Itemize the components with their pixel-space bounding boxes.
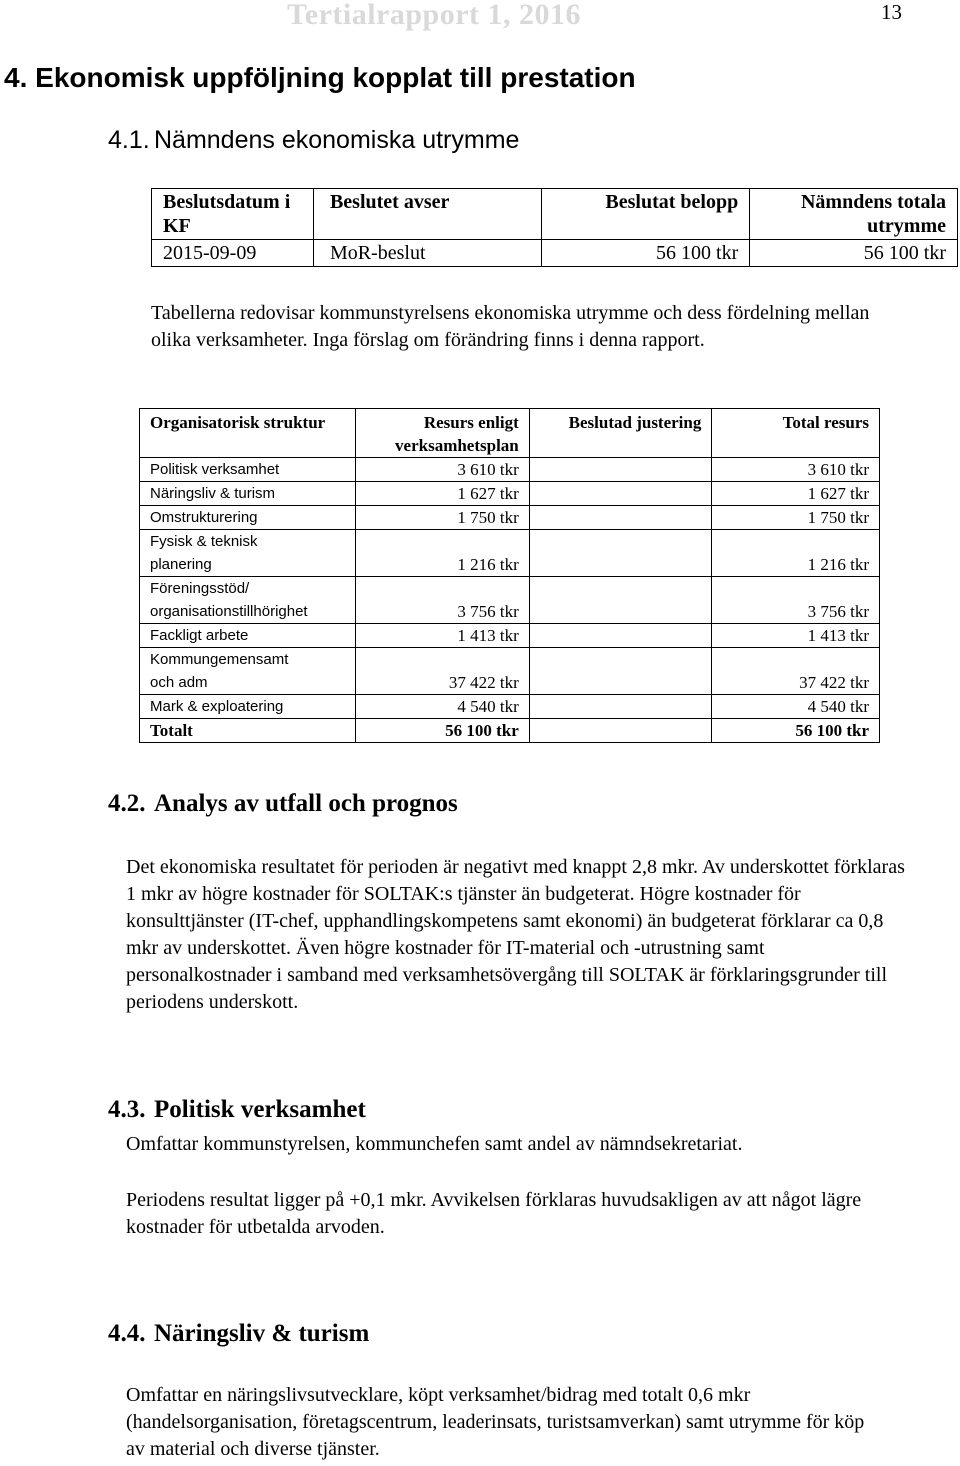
row-label: Näringsliv & turism: [140, 482, 356, 506]
total-label: Totalt: [140, 719, 356, 743]
page-number: 13: [881, 0, 902, 24]
header-cell: Beslutsdatum i KF: [152, 189, 314, 240]
table-cell: 1 627 tkr: [355, 482, 529, 506]
table-cell: 4 540 tkr: [355, 695, 529, 719]
header-cell: Beslutet avser: [313, 189, 541, 240]
table-cell: [529, 530, 712, 577]
table-row: [140, 577, 880, 624]
section-number: 4.1.: [108, 126, 150, 154]
table-cell: 1 750 tkr: [712, 506, 880, 530]
section-number: 4.3.: [108, 1096, 146, 1123]
table-cell: 37 422 tkr: [355, 648, 529, 695]
table-row: [140, 458, 880, 482]
table-cell: 3 610 tkr: [712, 458, 880, 482]
table-cell: 3 756 tkr: [712, 577, 880, 624]
table-header-row: [152, 189, 958, 240]
table-row: [140, 648, 880, 695]
table-cell: 3 610 tkr: [355, 458, 529, 482]
table-row: [140, 506, 880, 530]
table-cell: 37 422 tkr: [712, 648, 880, 695]
row-label: Föreningsstöd/ organisationstillhörighet: [140, 577, 356, 624]
header-cell: Organisatorisk struktur: [140, 409, 356, 458]
politics-paragraph-2: Periodens resultat ligger på +0,1 mkr. Avvikelsen förklaras huvudsakligen av att något lägre kostnader för utbetalda arvoden.: [126, 1189, 862, 1238]
table-cell: [529, 695, 712, 719]
table-cell: [529, 506, 712, 530]
table-cell: 1 216 tkr: [712, 530, 880, 577]
table-cell: 3 756 tkr: [355, 577, 529, 624]
section-number: 4.4.: [108, 1320, 146, 1347]
report-header-title: Tertialrapport 1, 2016: [287, 0, 582, 31]
budget-paragraph: Tabellerna redovisar kommunstyrelsens ekonomiska utrymme och dess fördelning mellan olika verksamheter. Inga förslag om förändring finns i denna rapport.: [151, 302, 870, 351]
table-row: [140, 530, 880, 577]
table-row: [140, 624, 880, 648]
table-cell: [529, 624, 712, 648]
table-cell: 56 100 tkr: [541, 240, 750, 267]
row-label: Politisk verksamhet: [140, 458, 356, 482]
section-title: Ekonomisk uppföljning kopplat till prestation: [35, 62, 636, 93]
table-cell: 56 100 tkr: [355, 719, 529, 743]
header-cell: Total resurs: [712, 409, 880, 458]
table-cell: 1 216 tkr: [355, 530, 529, 577]
table-row: [140, 695, 880, 719]
table-total-row: [140, 719, 880, 743]
table-cell: 4 540 tkr: [712, 695, 880, 719]
politics-paragraph-1: Omfattar kommunstyrelsen, kommunchefen samt andel av nämndsekretariat.: [126, 1133, 743, 1155]
table-cell: MoR-beslut: [313, 240, 541, 267]
table-cell: [529, 577, 712, 624]
table-cell: 2015-09-09: [152, 240, 314, 267]
table-cell: [529, 648, 712, 695]
section-4-3-heading: [108, 1096, 366, 1124]
row-label: Fysisk & teknisk planering: [140, 530, 356, 577]
analysis-paragraph: Det ekonomiska resultatet för perioden är negativt med knappt 2,8 mkr. Av underskottet förklaras 1 mkr av högre kostnader för SOLTAK:s tjänster än budgeterat. Högre kostnader för konsulttjänster (IT-chef, upphandlingskompetens samt ekonomi) än budgeterat förklarar ca 0,8 mkr av underskottet. Även högre kostnader för IT-material och -utrustning samt personalkostnader i samband med verksamhetsövergång till SOLTAK är förklaringsgrunder till periodens underskott.: [126, 856, 905, 1013]
section-4-1-heading: [108, 126, 519, 155]
section-number: 4.2.: [108, 790, 146, 817]
header-cell: Beslutad justering: [529, 409, 712, 458]
section-number: 4.: [4, 62, 28, 93]
table-cell: 1 413 tkr: [355, 624, 529, 648]
section-4-2-heading: [108, 790, 458, 818]
table-row: [140, 482, 880, 506]
budget-decision-table: [151, 188, 958, 267]
table-cell: 1 413 tkr: [712, 624, 880, 648]
section-4-heading: [4, 62, 636, 94]
section-4-4-heading: [108, 1320, 369, 1348]
table-cell: [529, 458, 712, 482]
table-header-row: [140, 409, 880, 458]
section-title: Nämndens ekonomiska utrymme: [154, 126, 520, 154]
header-cell: Beslutat belopp: [541, 189, 750, 240]
header-cell: Resurs enligt verksamhetsplan: [355, 409, 529, 458]
table-row: [152, 240, 958, 267]
section-title: Politisk verksamhet: [154, 1096, 366, 1123]
table-cell: [529, 482, 712, 506]
row-label: Omstrukturering: [140, 506, 356, 530]
table-cell: 1 750 tkr: [355, 506, 529, 530]
organisation-resource-table: [139, 408, 880, 743]
section-title: Analys av utfall och prognos: [154, 790, 458, 817]
table-cell: 1 627 tkr: [712, 482, 880, 506]
row-label: Kommungemensamt och adm: [140, 648, 356, 695]
header-cell: Nämndens totala utrymme: [750, 189, 958, 240]
table-cell: 56 100 tkr: [712, 719, 880, 743]
row-label: Mark & exploatering: [140, 695, 356, 719]
business-paragraph: Omfattar en näringslivsutvecklare, köpt verksamhet/bidrag med totalt 0,6 mkr (handelsorganisation, företagscentrum, leaderinsats, turistsamverkan) samt utrymme för köp av material och diverse tjänster.: [126, 1384, 865, 1460]
row-label: Fackligt arbete: [140, 624, 356, 648]
table-cell: 56 100 tkr: [750, 240, 958, 267]
section-title: Näringsliv & turism: [154, 1320, 370, 1347]
table-cell: [529, 719, 712, 743]
